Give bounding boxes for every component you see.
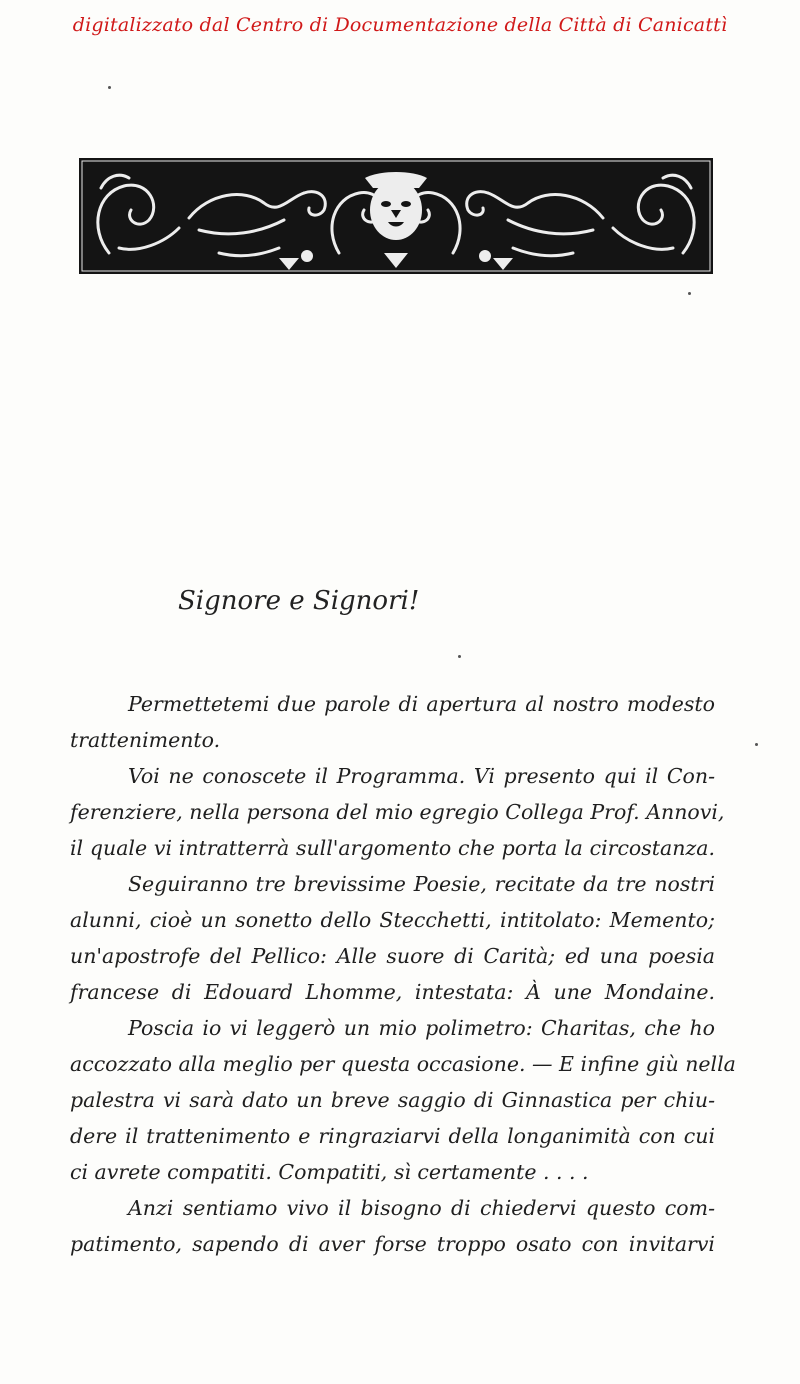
- text-line: un'apostrofe del Pellico: Alle suore di Carità; ed una poesia: [70, 944, 715, 968]
- text-line: dere il trattenimento e ringraziarvi della longanimità con cui: [70, 1124, 715, 1148]
- paper-speck: [688, 292, 691, 295]
- text-line: il quale vi intratterrà sull'argomento che porta la circostanza.: [70, 836, 715, 860]
- text-line: francese di Edouard Lhomme, intestata: À une Mondaine.: [70, 980, 715, 1004]
- text-line: Anzi sentiamo vivo il bisogno di chiedervi questo com-: [128, 1196, 715, 1220]
- text-line: Seguiranno tre brevissime Poesie, recitate da tre nostri: [128, 872, 715, 896]
- paper-speck: [755, 743, 758, 746]
- text-line: ci avrete compatiti. Compatiti, sì certamente . . . .: [70, 1160, 589, 1184]
- text-line: Poscia io vi leggerò un mio polimetro: Charitas, che ho: [128, 1016, 715, 1040]
- text-line: Permettetemi due parole di apertura al nostro modesto: [128, 692, 715, 716]
- digitization-watermark: digitalizzato dal Centro di Documentazione della Città di Canicattì: [72, 14, 728, 36]
- salutation-heading: Signore e Signori!: [178, 586, 420, 616]
- text-line: ferenziere, nella persona del mio egregio Collega Prof. Annovi,: [70, 800, 725, 824]
- paper-speck: [458, 655, 461, 658]
- text-line: Voi ne conoscete il Programma. Vi presento qui il Con-: [128, 764, 715, 788]
- text-line: accozzato alla meglio per questa occasione. — E infine giù nella: [70, 1052, 736, 1076]
- text-line: patimento, sapendo di aver forse troppo osato con invitarvi: [70, 1232, 715, 1256]
- paper-speck: [108, 86, 111, 89]
- text-line: palestra vi sarà dato un breve saggio di Ginnastica per chiu-: [70, 1088, 715, 1112]
- text-line: trattenimento.: [70, 728, 221, 752]
- decorative-ornament-band: [79, 158, 713, 274]
- text-line: alunni, cioè un sonetto dello Stecchetti, intitolato: Memento;: [70, 908, 715, 932]
